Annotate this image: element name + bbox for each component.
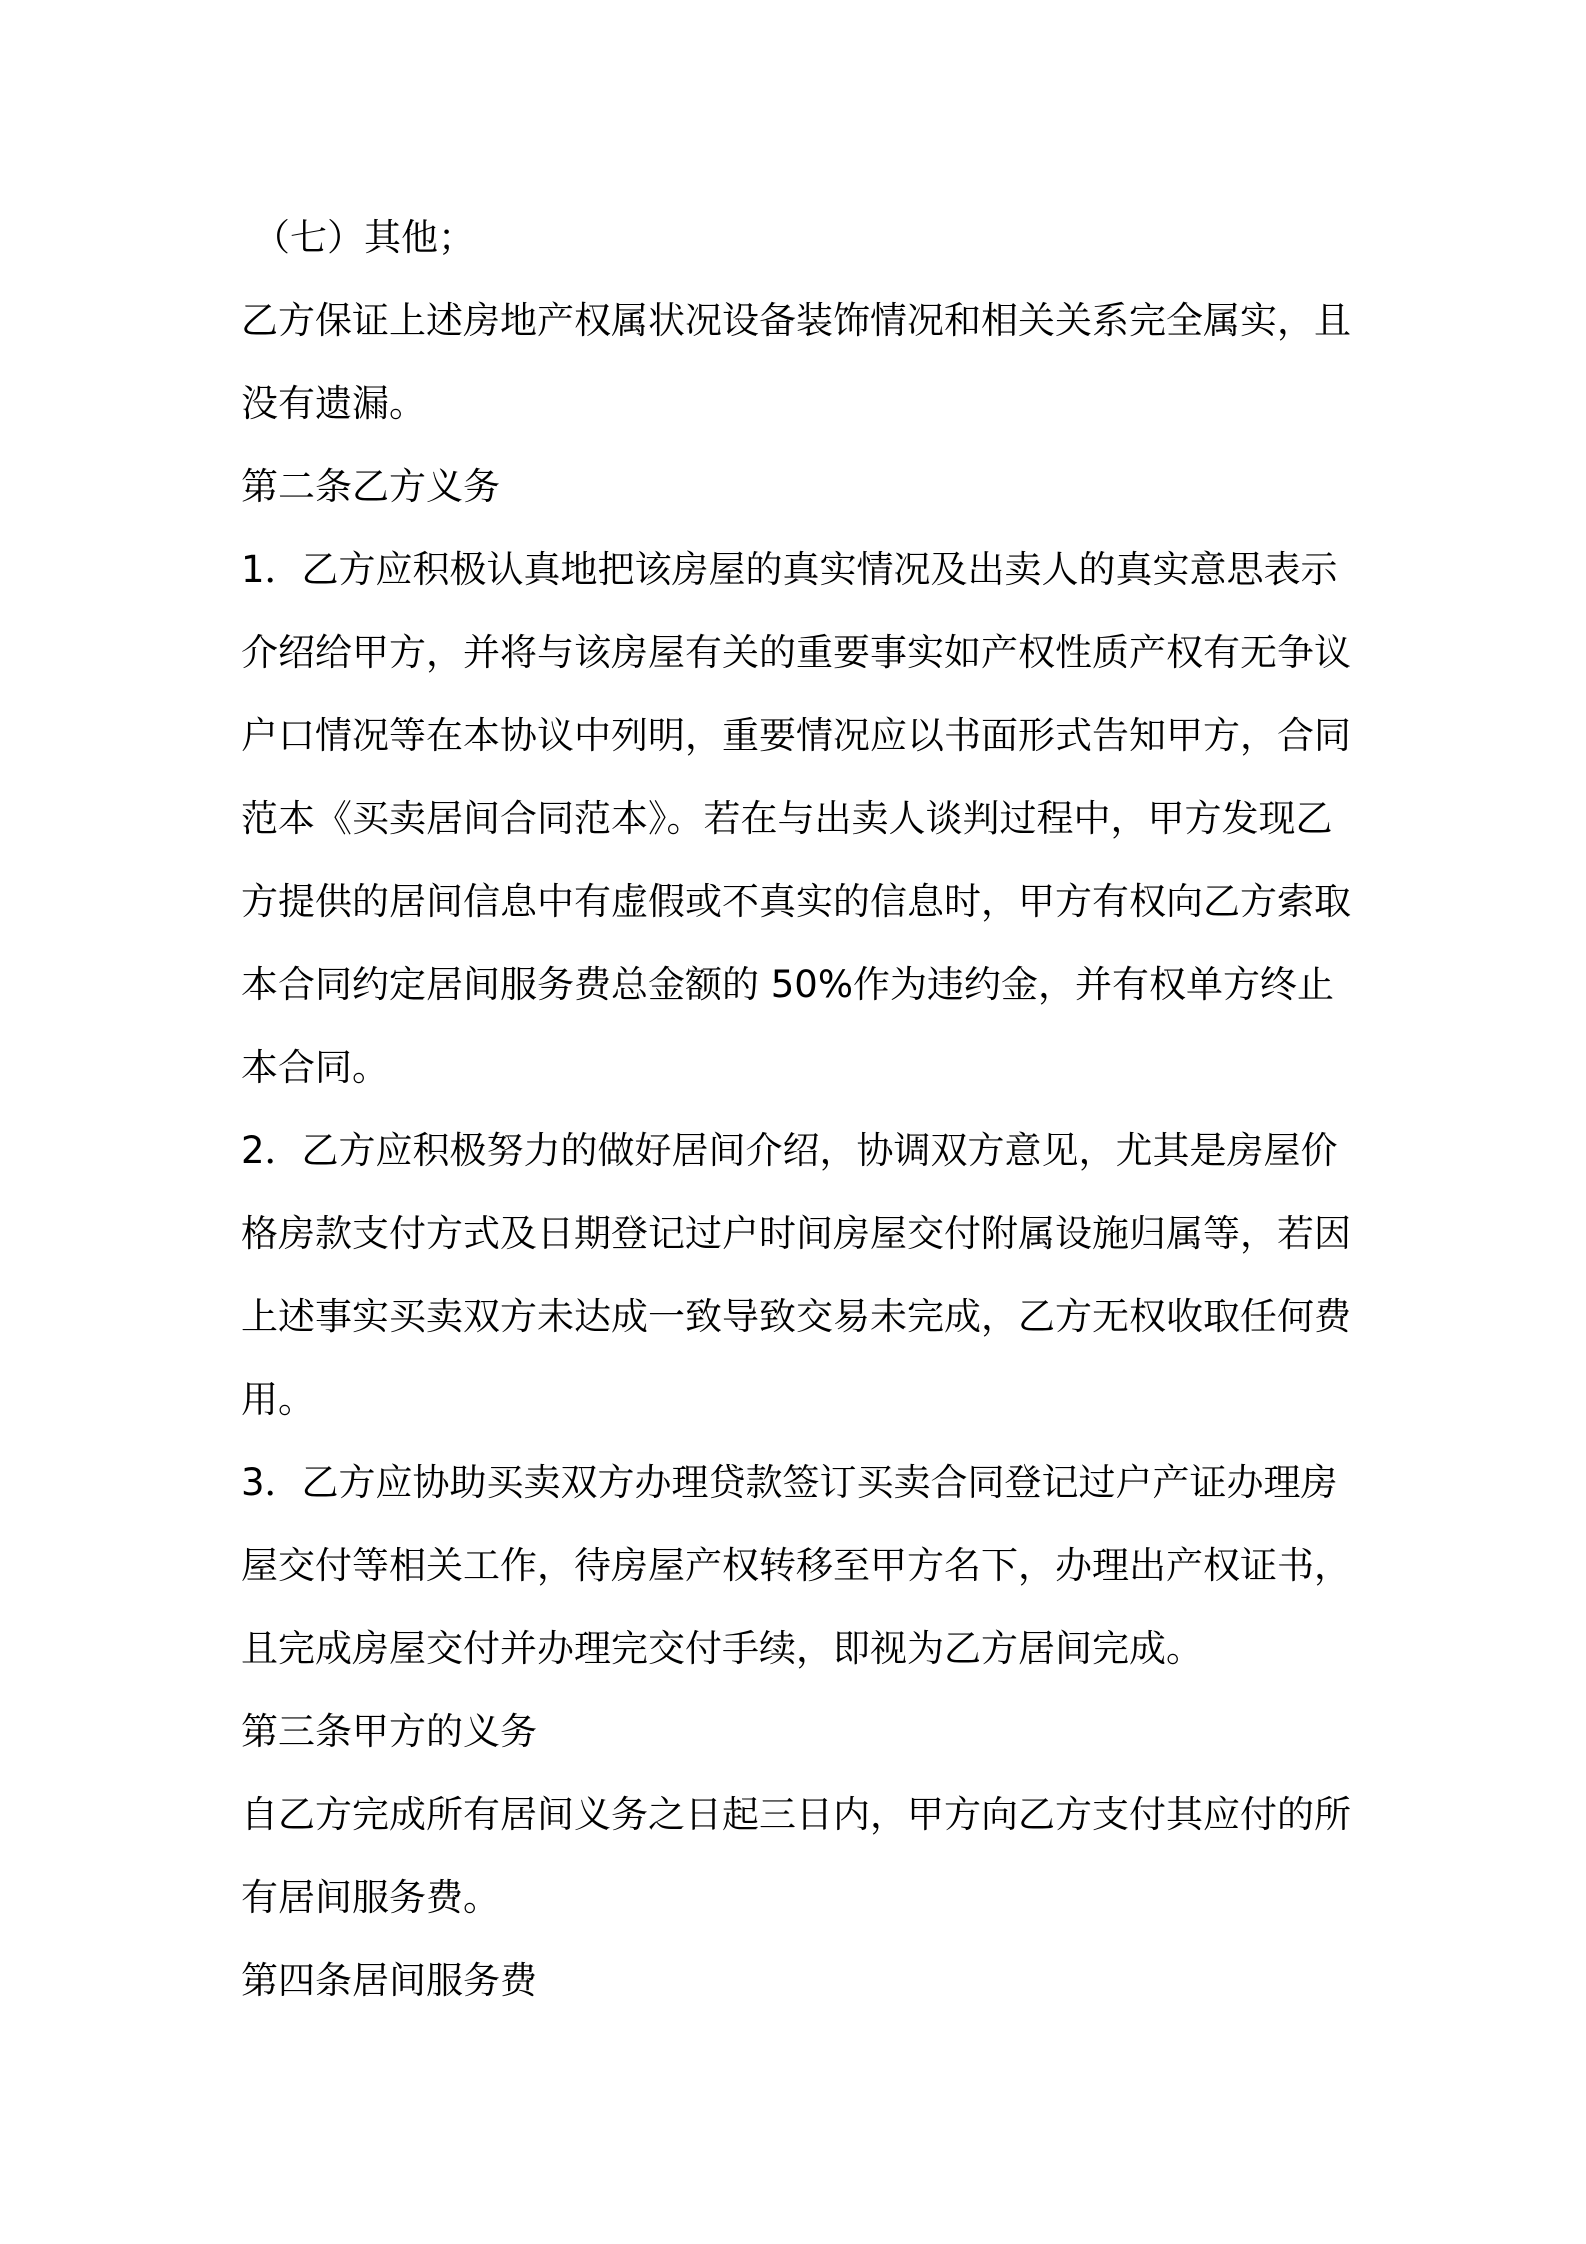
text-line: 范本《买卖居间合同范本》。若在与出卖人谈判过程中，甲方发现乙 — [241, 797, 1333, 840]
text-line: 2．乙方应积极努力的做好居间介绍，协调双方意见，尤其是房屋价 — [241, 1129, 1338, 1172]
text-line: 户口情况等在本协议中列明，重要情况应以书面形式告知甲方，合同 — [241, 714, 1351, 757]
heading-line: 第四条居间服务费 — [241, 1959, 537, 2002]
text-line: 上述事实买卖双方未达成一致导致交易未完成，乙方无权收取任何费 — [241, 1295, 1351, 1338]
text-line: 有居间服务费。 — [241, 1876, 500, 1919]
text-line: （七）其他； — [253, 216, 475, 259]
text-line: 且完成房屋交付并办理完交付手续，即视为乙方居间完成。 — [241, 1627, 1203, 1670]
section-heading-article-2 — [241, 445, 1361, 528]
paragraph-guarantee — [241, 279, 1361, 445]
text-line: 格房款支付方式及日期登记过户时间房屋交付附属设施归属等，若因 — [241, 1212, 1351, 1255]
text-line: 用。 — [241, 1378, 315, 1421]
heading-line: 第三条甲方的义务 — [241, 1710, 537, 1753]
paragraph-clause-2 — [241, 1109, 1361, 1441]
text-line: 乙方保证上述房地产权属状况设备装饰情况和相关关系完全属实，且 — [241, 299, 1351, 342]
heading-line: 第二条乙方义务 — [241, 465, 500, 508]
text-line: 1．乙方应积极认真地把该房屋的真实情况及出卖人的真实意思表示 — [241, 548, 1338, 591]
text-line: 本合同。 — [241, 1046, 389, 1089]
paragraph-item-7-other — [241, 196, 1361, 279]
section-heading-article-4 — [241, 1939, 1361, 2022]
paragraph-clause-3 — [241, 1441, 1361, 1690]
section-heading-article-3 — [241, 1690, 1361, 1773]
paragraph-clause-1 — [241, 528, 1361, 1109]
text-line: 方提供的居间信息中有虚假或不真实的信息时，甲方有权向乙方索取 — [241, 880, 1351, 923]
text-line: 没有遗漏。 — [241, 382, 426, 425]
text-line: 屋交付等相关工作，待房屋产权转移至甲方名下，办理出产权证书， — [241, 1544, 1351, 1587]
text-line: 介绍给甲方，并将与该房屋有关的重要事实如产权性质产权有无争议 — [241, 631, 1351, 674]
paragraph-payment-timing — [241, 1773, 1361, 1939]
text-line: 3．乙方应协助买卖双方办理贷款签订买卖合同登记过户产证办理房 — [241, 1461, 1338, 1504]
text-line: 自乙方完成所有居间义务之日起三日内，甲方向乙方支付其应付的所 — [241, 1793, 1351, 1836]
document-body — [241, 196, 1361, 2022]
text-line: 本合同约定居间服务费总金额的 50%作为违约金，并有权单方终止 — [241, 963, 1334, 1006]
